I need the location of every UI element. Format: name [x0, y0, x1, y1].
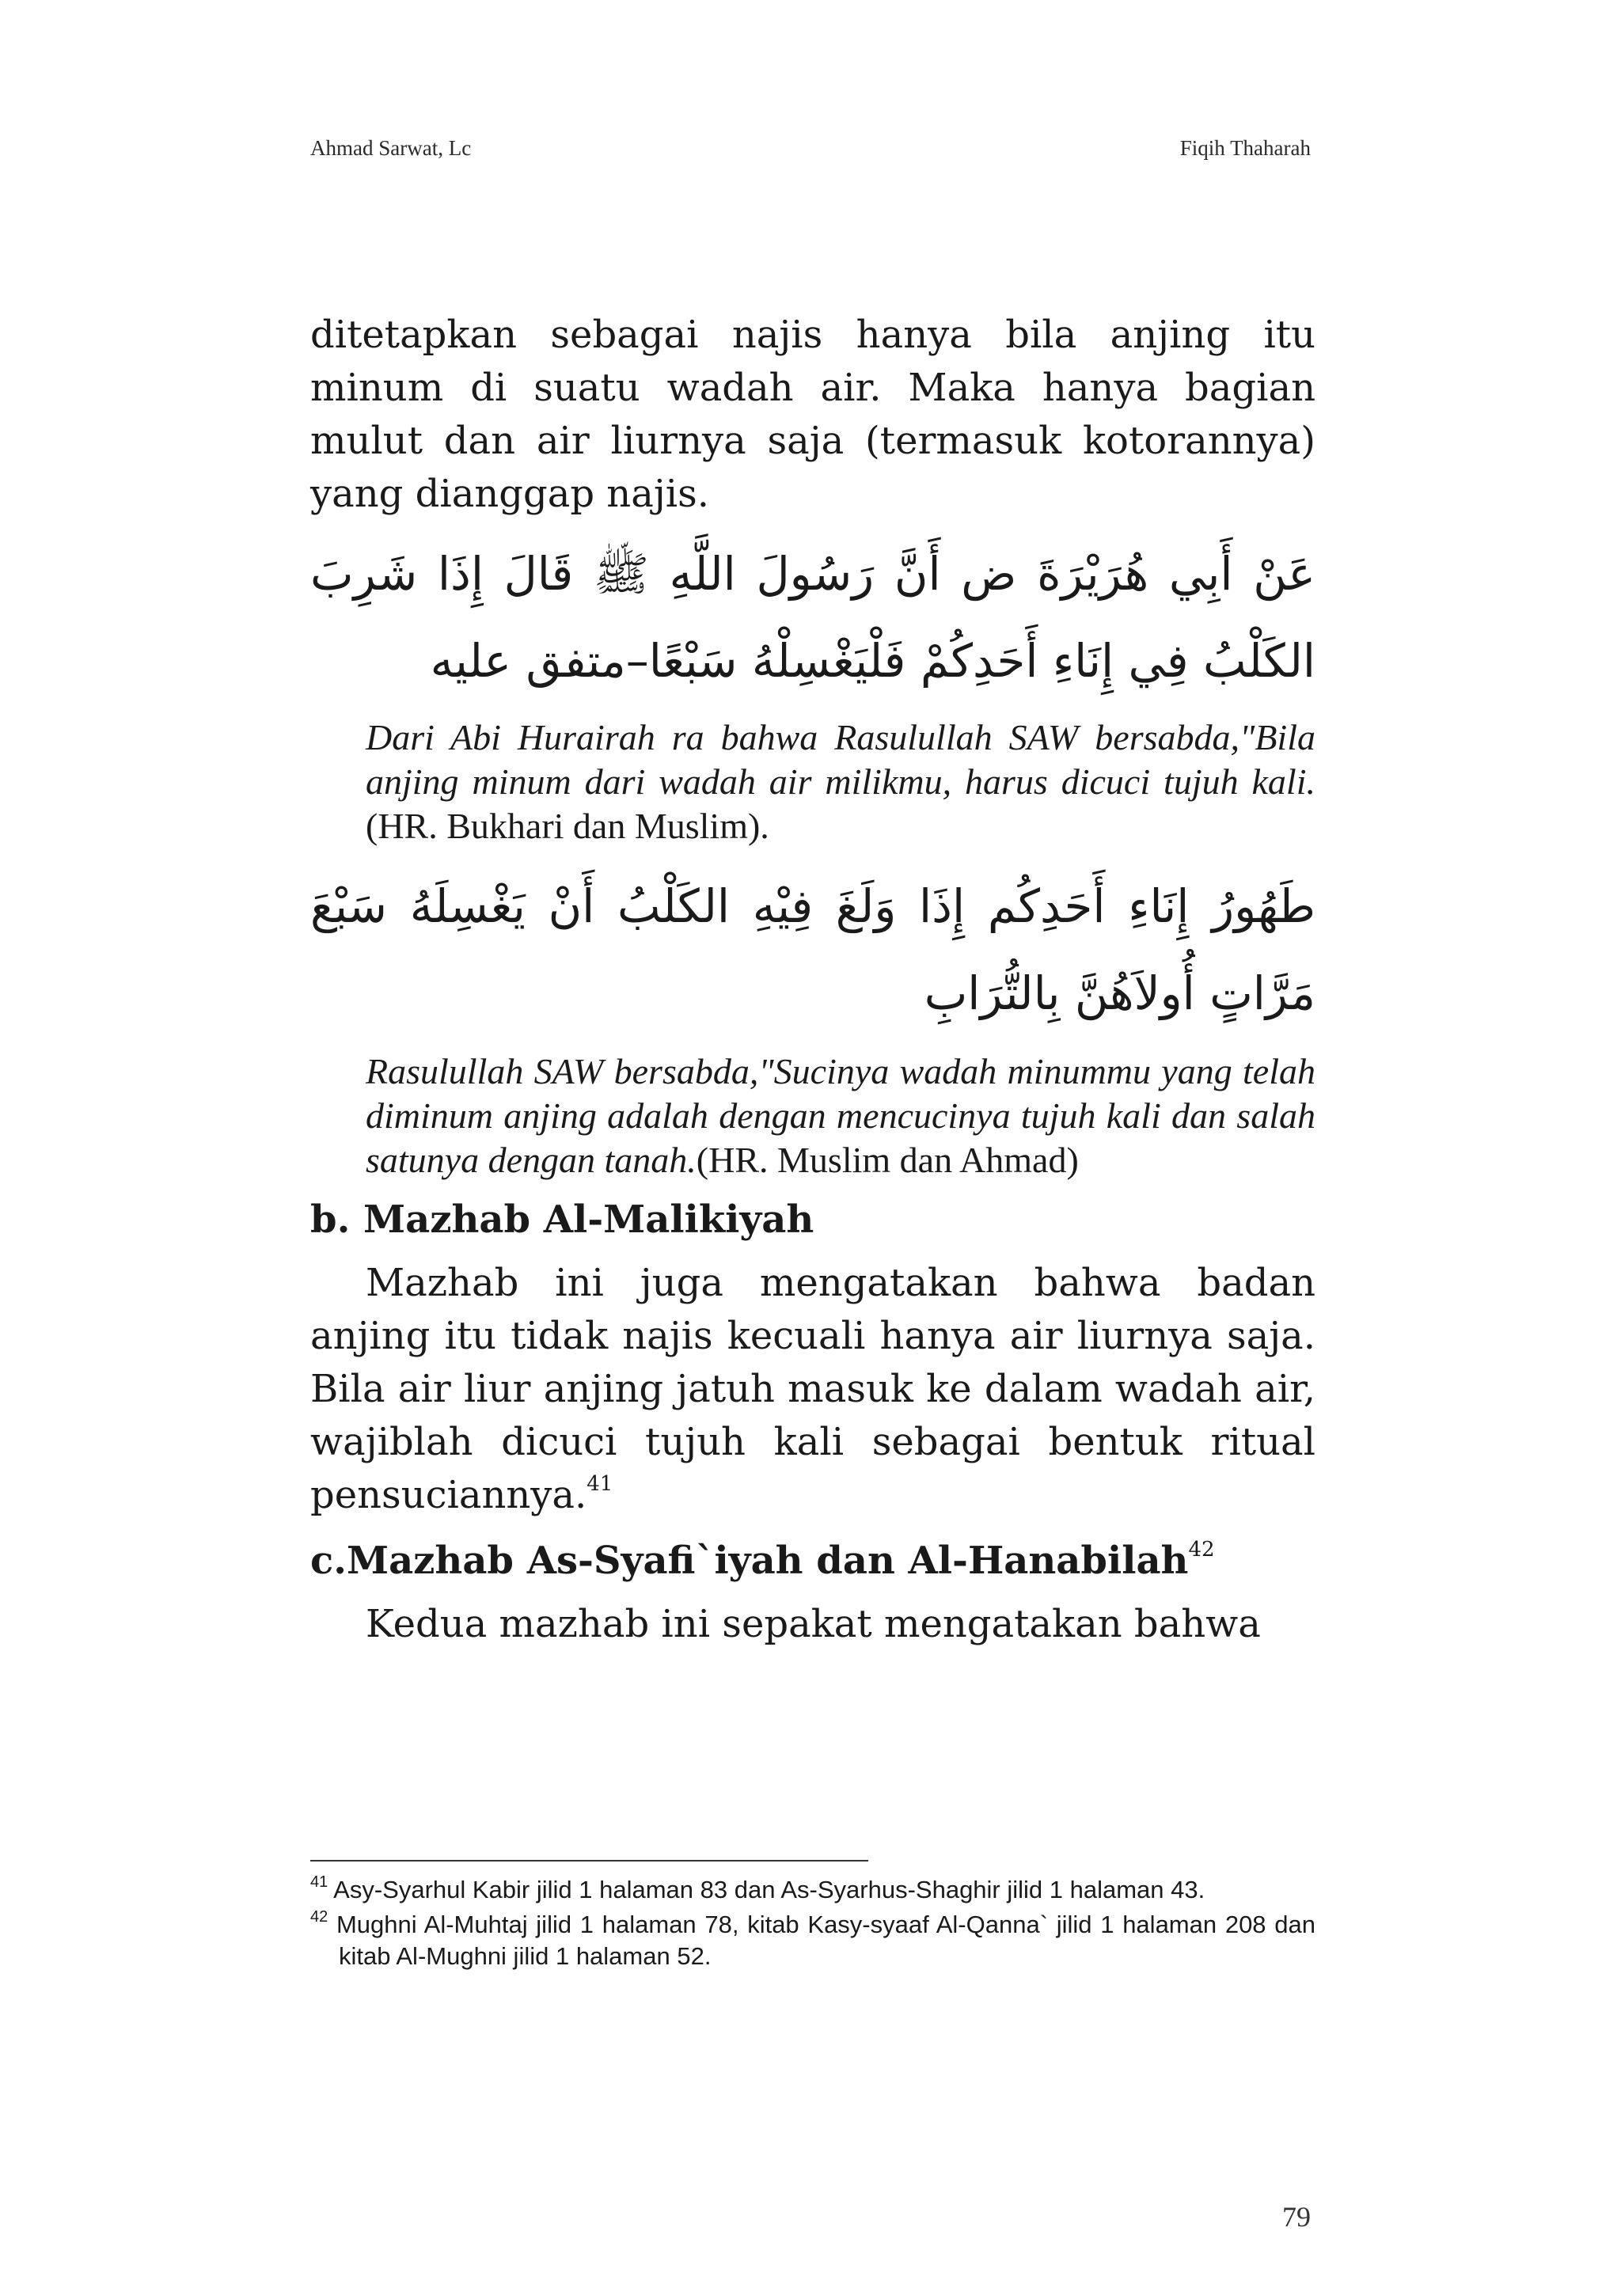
section-heading-b: b. Mazhab Al-Malikiyah — [310, 1197, 814, 1242]
paragraph-malikiyah-text: Mazhab ini juga mengatakan bahwa badan anjing itu tidak najis kecuali hanya air liurnya saja. Bila air liur anjing jatuh masuk ke dalam wadah air, wajiblah dicuci tujuh kali sebagai bentuk ritual pensuciannya. — [310, 1261, 1315, 1517]
hadith-1-arabic: عَنْ أَبِي هُرَيْرَةَ ض أَنَّ رَسُولَ اللَّهِ ﷺ قَالَ إِذَا شَرِبَ الكَلْبُ فِي إِنَاءِ أَحَدِكُمْ فَلْيَغْسِلْهُ سَبْعًا–متفق عليه — [310, 547, 1315, 688]
hadith-1-source: (HR. Bukhari dan Muslim). — [366, 806, 769, 846]
header-book-title: Fiqih Thaharah — [1179, 136, 1311, 160]
hadith-1-translation — [366, 715, 1315, 848]
header-author: Ahmad Sarwat, Lc — [310, 136, 472, 160]
footnote-42 — [310, 1909, 1315, 1972]
footnote-ref-42[interactable]: 42 — [1188, 1538, 1215, 1562]
hadith-2-source: (HR. Muslim dan Ahmad) — [696, 1140, 1079, 1180]
page-number: 79 — [1282, 2201, 1311, 2233]
section-heading-c — [310, 1535, 1315, 1587]
hadith-2-translation — [366, 1049, 1315, 1182]
footnote-ref-41[interactable]: 41 — [587, 1472, 613, 1496]
footnote-divider — [310, 1860, 868, 1861]
footnotes — [310, 1874, 1315, 1975]
footnote-42-text: Mughni Al-Muhtaj jilid 1 halaman 78, kitab Kasy-syaaf Al-Qanna` jilid 1 halaman 208 dan kitab Al-Mughni jilid 1 halaman 52. — [336, 1911, 1315, 1970]
paragraph-intro: ditetapkan sebagai najis hanya bila anjing itu minum di suatu wadah air. Maka hanya bagian mulut dan air liurnya saja (termasuk kotorannya) yang dianggap najis. — [310, 313, 1315, 516]
hadith-1-translation-text: Dari Abi Hurairah ra bahwa Rasulullah SAW bersabda,"Bila anjing minum dari wadah air milikmu, harus dicuci tujuh kali. — [366, 717, 1315, 802]
main-content — [310, 309, 1315, 1651]
hadith-2-translation-text: Rasulullah SAW bersabda,"Sucinya wadah minummu yang telah diminum anjing adalah dengan mencucinya tujuh kali dan salah satunya dengan tanah. — [366, 1051, 1315, 1180]
hadith-2-arabic: طَهُورُ إِنَاءِ أَحَدِكُم إِذَا وَلَغَ فِيْهِ الكَلْبُ أَنْ يَغْسِلَهُ سَبْعَ مَرَّاتٍ أُولاَهُنَّ بِالتُّرَابِ — [310, 879, 1315, 1020]
paragraph-malikiyah — [310, 1257, 1315, 1522]
running-header — [310, 136, 1311, 168]
footnote-41 — [310, 1874, 1315, 1906]
footnote-41-text: Asy-Syarhul Kabir jilid 1 halaman 83 dan As-Syarhus-Shaghir jilid 1 halaman 43. — [333, 1876, 1205, 1903]
footnote-42-number: 42 — [310, 1908, 328, 1926]
footnote-41-number: 41 — [310, 1873, 328, 1891]
paragraph-syafiiyah: Kedua mazhab ini sepakat mengatakan bahwa — [366, 1602, 1261, 1646]
section-heading-c-text: c.Mazhab As-Syafi`iyah dan Al-Hanabilah — [310, 1539, 1189, 1583]
